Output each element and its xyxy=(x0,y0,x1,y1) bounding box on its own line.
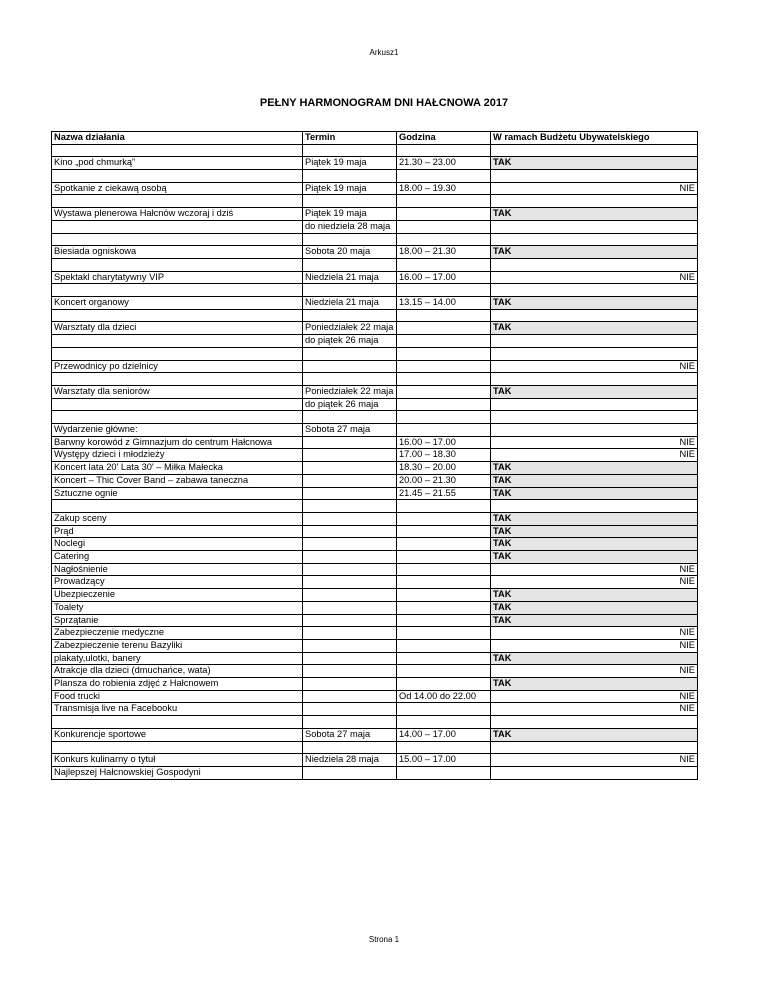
budget-cell xyxy=(491,309,698,322)
activity-cell: Przewodnicy po dzielnicy xyxy=(52,360,303,373)
budget-cell: TAK xyxy=(491,601,698,614)
date-cell xyxy=(303,462,397,475)
date-cell xyxy=(303,500,397,513)
date-cell xyxy=(303,665,397,678)
budget-cell: NIE xyxy=(491,436,698,449)
time-cell xyxy=(397,373,491,386)
budget-cell: TAK xyxy=(491,487,698,500)
table-row xyxy=(52,170,698,183)
date-cell: Poniedziałek 22 maja xyxy=(303,385,397,398)
budget-cell: TAK xyxy=(491,462,698,475)
date-cell xyxy=(303,716,397,729)
date-cell xyxy=(303,525,397,538)
table-row xyxy=(52,512,698,525)
table-row xyxy=(52,703,698,716)
date-cell xyxy=(303,436,397,449)
column-header: W ramach Budżetu Ubywatelskiego xyxy=(491,132,698,145)
table-row xyxy=(52,309,698,322)
time-cell xyxy=(397,208,491,221)
activity-cell: Koncert lata 20' Lata 30' – Miłka Małecka xyxy=(52,462,303,475)
table-row xyxy=(52,258,698,271)
time-cell: 21.45 – 21.55 xyxy=(397,487,491,500)
budget-cell: TAK xyxy=(491,208,698,221)
activity-cell: Catering xyxy=(52,551,303,564)
time-cell xyxy=(397,500,491,513)
table-row xyxy=(52,525,698,538)
activity-cell: Występy dzieci i młodzieży xyxy=(52,449,303,462)
activity-cell xyxy=(52,284,303,297)
date-cell xyxy=(303,601,397,614)
budget-cell: TAK xyxy=(491,297,698,310)
schedule-table-body xyxy=(52,132,698,780)
activity-cell: Warsztaty dla seniorów xyxy=(52,385,303,398)
time-cell xyxy=(397,144,491,157)
activity-cell: Sprzątanie xyxy=(52,614,303,627)
budget-cell: NIE xyxy=(491,576,698,589)
activity-cell xyxy=(52,741,303,754)
time-cell xyxy=(397,703,491,716)
table-row xyxy=(52,474,698,487)
date-cell xyxy=(303,576,397,589)
activity-cell xyxy=(52,258,303,271)
time-cell xyxy=(397,195,491,208)
time-cell xyxy=(397,639,491,652)
table-row xyxy=(52,411,698,424)
activity-cell: Prąd xyxy=(52,525,303,538)
time-cell: 20.00 – 21.30 xyxy=(397,474,491,487)
activity-cell: Wystawa plenerowa Hałcnów wczoraj i dziś xyxy=(52,208,303,221)
budget-cell: TAK xyxy=(491,538,698,551)
table-row xyxy=(52,385,698,398)
date-cell xyxy=(303,487,397,500)
activity-cell xyxy=(52,309,303,322)
budget-cell: NIE xyxy=(491,690,698,703)
budget-cell xyxy=(491,220,698,233)
table-row xyxy=(52,233,698,246)
date-cell xyxy=(303,474,397,487)
time-cell: 18.00 – 21.30 xyxy=(397,246,491,259)
table-row xyxy=(52,335,698,348)
date-cell xyxy=(303,195,397,208)
time-cell xyxy=(397,589,491,602)
date-cell xyxy=(303,233,397,246)
date-cell: Sobota 27 maja xyxy=(303,424,397,437)
activity-cell xyxy=(52,220,303,233)
table-row xyxy=(52,246,698,259)
budget-cell: NIE xyxy=(491,563,698,576)
date-cell xyxy=(303,144,397,157)
time-cell xyxy=(397,665,491,678)
time-cell: 16.00 – 17.00 xyxy=(397,436,491,449)
time-cell xyxy=(397,538,491,551)
table-row xyxy=(52,436,698,449)
budget-cell xyxy=(491,411,698,424)
time-cell xyxy=(397,385,491,398)
budget-cell xyxy=(491,500,698,513)
date-cell xyxy=(303,652,397,665)
date-cell xyxy=(303,563,397,576)
table-row xyxy=(52,716,698,729)
activity-cell: Spotkanie z ciekawą osobą xyxy=(52,182,303,195)
budget-cell xyxy=(491,335,698,348)
budget-cell: NIE xyxy=(491,182,698,195)
table-row xyxy=(52,208,698,221)
date-cell xyxy=(303,284,397,297)
time-cell xyxy=(397,322,491,335)
date-cell: Niedziela 21 maja xyxy=(303,271,397,284)
table-row xyxy=(52,398,698,411)
table-row xyxy=(52,690,698,703)
activity-cell xyxy=(52,144,303,157)
date-cell xyxy=(303,449,397,462)
date-cell xyxy=(303,639,397,652)
time-cell xyxy=(397,678,491,691)
time-cell xyxy=(397,411,491,424)
table-row xyxy=(52,449,698,462)
time-cell: 16.00 – 17.00 xyxy=(397,271,491,284)
activity-cell xyxy=(52,398,303,411)
date-cell: Piątek 19 maja xyxy=(303,208,397,221)
table-row xyxy=(52,500,698,513)
activity-cell xyxy=(52,335,303,348)
table-row xyxy=(52,538,698,551)
budget-cell: TAK xyxy=(491,246,698,259)
page-title: PEŁNY HARMONOGRAM DNI HAŁCNOWA 2017 xyxy=(259,97,509,109)
activity-cell: Prowadzący xyxy=(52,576,303,589)
table-row xyxy=(52,601,698,614)
table-row xyxy=(52,639,698,652)
table-row xyxy=(52,157,698,170)
table-row xyxy=(52,424,698,437)
budget-cell: NIE xyxy=(491,360,698,373)
time-cell xyxy=(397,347,491,360)
budget-cell xyxy=(491,195,698,208)
table-row xyxy=(52,373,698,386)
table-row xyxy=(52,195,698,208)
activity-cell: Plansza do robienia zdjęć z Hałcnowem xyxy=(52,678,303,691)
date-cell xyxy=(303,703,397,716)
date-cell: Niedziela 28 maja xyxy=(303,754,397,767)
table-row xyxy=(52,220,698,233)
budget-cell xyxy=(491,398,698,411)
date-cell: Piątek 19 maja xyxy=(303,157,397,170)
activity-cell: Toalety xyxy=(52,601,303,614)
time-cell xyxy=(397,335,491,348)
budget-cell xyxy=(491,741,698,754)
time-cell xyxy=(397,233,491,246)
activity-cell: Koncert – Thic Cover Band – zabawa taneczna xyxy=(52,474,303,487)
time-cell xyxy=(397,170,491,183)
activity-cell xyxy=(52,411,303,424)
table-header-row xyxy=(52,132,698,145)
date-cell: Poniedziałek 22 maja xyxy=(303,322,397,335)
table-row xyxy=(52,754,698,767)
budget-cell xyxy=(491,347,698,360)
column-header: Godzina xyxy=(397,132,491,145)
time-cell: 21.30 – 23.00 xyxy=(397,157,491,170)
budget-cell xyxy=(491,144,698,157)
date-cell: do niedziela 28 maja xyxy=(303,220,397,233)
activity-cell: Ubezpieczenie xyxy=(52,589,303,602)
schedule-table xyxy=(51,131,698,780)
activity-cell xyxy=(52,373,303,386)
time-cell xyxy=(397,551,491,564)
budget-cell xyxy=(491,233,698,246)
time-cell xyxy=(397,398,491,411)
time-cell xyxy=(397,652,491,665)
activity-cell: Barwny korowód z Gimnazjum do centrum Hałcnowa xyxy=(52,436,303,449)
budget-cell: NIE xyxy=(491,271,698,284)
table-row xyxy=(52,487,698,500)
table-row xyxy=(52,462,698,475)
time-cell xyxy=(397,576,491,589)
date-cell: Niedziela 21 maja xyxy=(303,297,397,310)
page-footer: Strona 1 xyxy=(368,935,400,944)
budget-cell xyxy=(491,424,698,437)
activity-cell: Najlepszej Hałcnowskiej Gospodyni xyxy=(52,766,303,779)
date-cell xyxy=(303,512,397,525)
budget-cell: TAK xyxy=(491,551,698,564)
date-cell xyxy=(303,170,397,183)
activity-cell xyxy=(52,170,303,183)
date-cell xyxy=(303,347,397,360)
time-cell: 15.00 – 17.00 xyxy=(397,754,491,767)
time-cell xyxy=(397,309,491,322)
date-cell xyxy=(303,766,397,779)
budget-cell: NIE xyxy=(491,665,698,678)
sheet-name: Arkusz1 xyxy=(369,48,399,57)
date-cell xyxy=(303,551,397,564)
activity-cell: Koncert organowy xyxy=(52,297,303,310)
activity-cell: Konkurencje sportowe xyxy=(52,728,303,741)
time-cell: 13.15 – 14.00 xyxy=(397,297,491,310)
date-cell: Sobota 27 maja xyxy=(303,728,397,741)
time-cell: 18.00 – 19.30 xyxy=(397,182,491,195)
table-row xyxy=(52,297,698,310)
budget-cell xyxy=(491,170,698,183)
time-cell: Od 14.00 do 22.00 xyxy=(397,690,491,703)
time-cell xyxy=(397,601,491,614)
time-cell xyxy=(397,627,491,640)
activity-cell: Kino „pod chmurką” xyxy=(52,157,303,170)
table-row xyxy=(52,652,698,665)
date-cell xyxy=(303,411,397,424)
activity-cell: Zakup sceny xyxy=(52,512,303,525)
table-row xyxy=(52,678,698,691)
date-cell: do piątek 26 maja xyxy=(303,398,397,411)
time-cell xyxy=(397,741,491,754)
activity-cell: Zabezpieczenie medyczne xyxy=(52,627,303,640)
activity-cell: Wydarzenie główne: xyxy=(52,424,303,437)
budget-cell xyxy=(491,284,698,297)
table-row xyxy=(52,284,698,297)
table-row xyxy=(52,563,698,576)
budget-cell: TAK xyxy=(491,652,698,665)
date-cell xyxy=(303,538,397,551)
budget-cell xyxy=(491,373,698,386)
date-cell xyxy=(303,614,397,627)
table-row xyxy=(52,551,698,564)
table-row xyxy=(52,614,698,627)
column-header: Nazwa działania xyxy=(52,132,303,145)
budget-cell: TAK xyxy=(491,385,698,398)
budget-cell xyxy=(491,258,698,271)
budget-cell: NIE xyxy=(491,627,698,640)
table-row xyxy=(52,576,698,589)
date-cell xyxy=(303,690,397,703)
table-row xyxy=(52,589,698,602)
activity-cell xyxy=(52,195,303,208)
date-cell xyxy=(303,741,397,754)
activity-cell: Atrakcje dla dzieci (dmuchańce, wata) xyxy=(52,665,303,678)
time-cell xyxy=(397,716,491,729)
budget-cell xyxy=(491,716,698,729)
date-cell xyxy=(303,589,397,602)
table-row xyxy=(52,144,698,157)
date-cell xyxy=(303,627,397,640)
column-header: Termin xyxy=(303,132,397,145)
date-cell: Piątek 19 maja xyxy=(303,182,397,195)
time-cell: 14.00 – 17.00 xyxy=(397,728,491,741)
table-row xyxy=(52,728,698,741)
time-cell xyxy=(397,525,491,538)
budget-cell: TAK xyxy=(491,678,698,691)
activity-cell: Noclegi xyxy=(52,538,303,551)
date-cell xyxy=(303,373,397,386)
date-cell xyxy=(303,258,397,271)
date-cell xyxy=(303,678,397,691)
budget-cell: TAK xyxy=(491,322,698,335)
activity-cell: Biesiada ogniskowa xyxy=(52,246,303,259)
budget-cell: NIE xyxy=(491,639,698,652)
time-cell xyxy=(397,360,491,373)
table-row xyxy=(52,271,698,284)
time-cell xyxy=(397,220,491,233)
date-cell: Sobota 20 maja xyxy=(303,246,397,259)
activity-cell xyxy=(52,716,303,729)
time-cell xyxy=(397,424,491,437)
time-cell: 18.30 – 20.00 xyxy=(397,462,491,475)
activity-cell: plakaty,ulotki, banery xyxy=(52,652,303,665)
activity-cell xyxy=(52,233,303,246)
activity-cell: Konkurs kulinarny o tytuł xyxy=(52,754,303,767)
table-row xyxy=(52,766,698,779)
table-row xyxy=(52,741,698,754)
time-cell xyxy=(397,766,491,779)
budget-cell: NIE xyxy=(491,754,698,767)
activity-cell: Zabezpieczenie terenu Bazyliki xyxy=(52,639,303,652)
table-row xyxy=(52,347,698,360)
activity-cell: Nagłośnienie xyxy=(52,563,303,576)
time-cell xyxy=(397,614,491,627)
budget-cell: TAK xyxy=(491,512,698,525)
activity-cell xyxy=(52,500,303,513)
budget-cell: NIE xyxy=(491,449,698,462)
activity-cell: Warsztaty dla dzieci xyxy=(52,322,303,335)
time-cell xyxy=(397,563,491,576)
time-cell xyxy=(397,512,491,525)
activity-cell: Spektakl charytatywny VIP xyxy=(52,271,303,284)
activity-cell xyxy=(52,347,303,360)
table-row xyxy=(52,665,698,678)
table-row xyxy=(52,182,698,195)
table-row xyxy=(52,627,698,640)
activity-cell: Food trucki xyxy=(52,690,303,703)
time-cell xyxy=(397,284,491,297)
time-cell: 17.00 – 18.30 xyxy=(397,449,491,462)
table-row xyxy=(52,360,698,373)
date-cell xyxy=(303,309,397,322)
budget-cell: TAK xyxy=(491,525,698,538)
budget-cell: TAK xyxy=(491,157,698,170)
budget-cell: TAK xyxy=(491,614,698,627)
time-cell xyxy=(397,258,491,271)
activity-cell: Transmisja live na Facebooku xyxy=(52,703,303,716)
budget-cell: TAK xyxy=(491,474,698,487)
date-cell: do piątek 26 maja xyxy=(303,335,397,348)
budget-cell xyxy=(491,766,698,779)
activity-cell: Sztuczne ognie xyxy=(52,487,303,500)
table-row xyxy=(52,322,698,335)
budget-cell: TAK xyxy=(491,728,698,741)
date-cell xyxy=(303,360,397,373)
budget-cell: TAK xyxy=(491,589,698,602)
budget-cell: NIE xyxy=(491,703,698,716)
